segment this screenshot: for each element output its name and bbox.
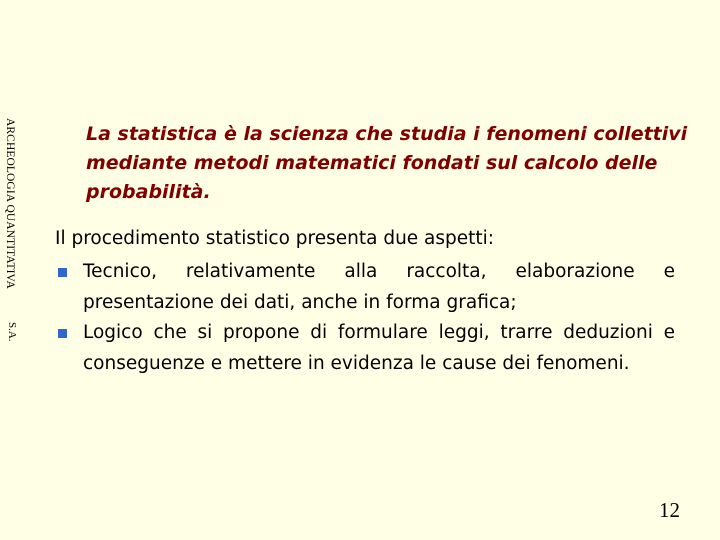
bullet-text: Tecnico, relativamente alla raccolta, elaborazione e presentazione dei dati, anche in forma grafica; (83, 261, 675, 313)
author-initials: S.A. (6, 322, 18, 342)
list-item (55, 257, 675, 318)
page-number: 12 (659, 498, 680, 522)
definition-text: La statistica è la scienza che studia i fenomeni collettivi mediante metodi matematici fondati sul calcolo delle probabilità. (86, 123, 688, 203)
intro-text: Il procedimento statistico presenta due aspetti: (55, 228, 495, 249)
course-title: ARCHEOLOGIA QUANTITATIVA (4, 118, 16, 289)
bullet-text: Logico che si propone di formulare leggi, trarre deduzioni e conseguenze e mettere in evidenza le cause dei fenomeni. (83, 322, 675, 374)
sidebar (0, 0, 46, 540)
square-bullet-icon (58, 329, 67, 338)
list-item (55, 318, 675, 379)
bullet-list (55, 257, 675, 379)
square-bullet-icon (58, 268, 67, 277)
